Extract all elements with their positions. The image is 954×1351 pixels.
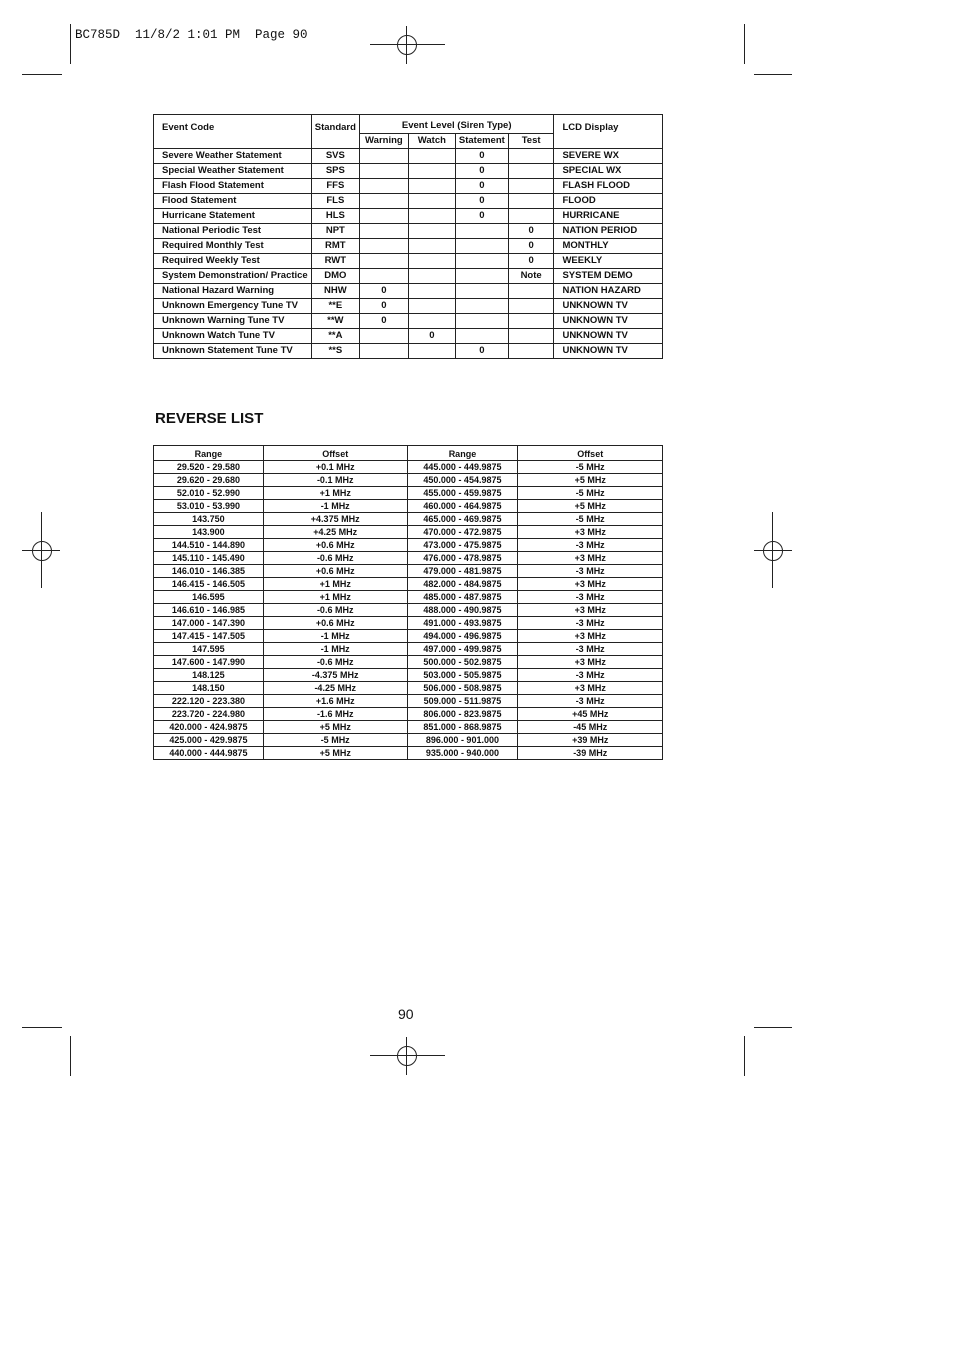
header-statement: Statement xyxy=(455,134,508,149)
table-row xyxy=(154,254,663,269)
crop-mark xyxy=(406,1037,407,1075)
cell-range: 482.000 - 484.9875 xyxy=(407,578,518,591)
cell-test xyxy=(508,299,554,314)
cell-offset: -3 MHz xyxy=(518,539,663,552)
cell-statement: 0 xyxy=(455,194,508,209)
cell-test xyxy=(508,179,554,194)
cell-statement: 0 xyxy=(455,179,508,194)
cell-range: 506.000 - 508.9875 xyxy=(407,682,518,695)
cell-watch xyxy=(408,299,455,314)
cell-range: 473.000 - 475.9875 xyxy=(407,539,518,552)
cell-lcd: NATION PERIOD xyxy=(554,224,663,239)
cell-watch xyxy=(408,179,455,194)
cell-warning: 0 xyxy=(359,284,408,299)
cell-offset: +5 MHz xyxy=(263,747,407,760)
registration-mark-icon xyxy=(397,1046,417,1066)
cell-offset: -0.6 MHz xyxy=(263,604,407,617)
cell-offset: +3 MHz xyxy=(518,604,663,617)
cell-offset: -3 MHz xyxy=(518,617,663,630)
cell-test xyxy=(508,314,554,329)
table-row xyxy=(154,630,663,643)
header-lcd-display: LCD Display xyxy=(554,115,663,149)
cell-range: 53.010 - 53.990 xyxy=(154,500,264,513)
cell-range: 147.595 xyxy=(154,643,264,656)
cell-offset: +4.25 MHz xyxy=(263,526,407,539)
crop-mark xyxy=(406,26,407,64)
header-event-code: Event Code xyxy=(154,115,312,149)
cell-std: **A xyxy=(311,329,359,344)
header-test: Test xyxy=(508,134,554,149)
cell-statement: 0 xyxy=(455,209,508,224)
table-row xyxy=(154,194,663,209)
table-row xyxy=(154,209,663,224)
table-row xyxy=(154,565,663,578)
cell-warning xyxy=(359,194,408,209)
cell-offset: +0.6 MHz xyxy=(263,539,407,552)
cell-lcd: WEEKLY xyxy=(554,254,663,269)
cell-name: System Demonstration/ Practice xyxy=(154,269,312,284)
cell-offset: +3 MHz xyxy=(518,682,663,695)
cell-test xyxy=(508,194,554,209)
cell-warning xyxy=(359,269,408,284)
cell-range: 494.000 - 496.9875 xyxy=(407,630,518,643)
cell-range: 148.150 xyxy=(154,682,264,695)
cell-std: FLS xyxy=(311,194,359,209)
cell-offset: +5 MHz xyxy=(518,500,663,513)
crop-mark xyxy=(754,1027,792,1028)
cell-test xyxy=(508,329,554,344)
crop-mark xyxy=(70,24,71,64)
table-row xyxy=(154,682,663,695)
cell-std: FFS xyxy=(311,179,359,194)
cell-range: 935.000 - 940.000 xyxy=(407,747,518,760)
cell-range: 425.000 - 429.9875 xyxy=(154,734,264,747)
crop-mark xyxy=(772,512,773,588)
cell-name: Severe Weather Statement xyxy=(154,149,312,164)
table-row xyxy=(154,539,663,552)
cell-offset: -5 MHz xyxy=(263,734,407,747)
cell-statement xyxy=(455,269,508,284)
cell-offset: -1 MHz xyxy=(263,643,407,656)
cell-range: 455.000 - 459.9875 xyxy=(407,487,518,500)
crop-mark xyxy=(744,1036,745,1076)
cell-std: HLS xyxy=(311,209,359,224)
registration-mark-icon xyxy=(32,541,52,561)
cell-name: Unknown Warning Tune TV xyxy=(154,314,312,329)
crop-mark xyxy=(754,550,792,551)
cell-warning xyxy=(359,179,408,194)
cell-warning xyxy=(359,329,408,344)
table-row xyxy=(154,643,663,656)
cell-std: DMO xyxy=(311,269,359,284)
cell-range: 145.110 - 145.490 xyxy=(154,552,264,565)
cell-range: 460.000 - 464.9875 xyxy=(407,500,518,513)
cell-offset: -0.6 MHz xyxy=(263,656,407,669)
cell-offset: +1.6 MHz xyxy=(263,695,407,708)
cell-range: 476.000 - 478.9875 xyxy=(407,552,518,565)
table-row xyxy=(154,329,663,344)
cell-lcd: UNKNOWN TV xyxy=(554,299,663,314)
cell-warning: 0 xyxy=(359,314,408,329)
table-row xyxy=(154,149,663,164)
cell-offset: -5 MHz xyxy=(518,513,663,526)
cell-std: **W xyxy=(311,314,359,329)
print-slug: BC785D 11/8/2 1:01 PM Page 90 xyxy=(75,28,308,42)
cell-watch xyxy=(408,194,455,209)
table-row xyxy=(154,656,663,669)
table-row xyxy=(154,474,663,487)
cell-offset: -0.1 MHz xyxy=(263,474,407,487)
cell-range: 470.000 - 472.9875 xyxy=(407,526,518,539)
cell-range: 445.000 - 449.9875 xyxy=(407,461,518,474)
cell-name: Unknown Emergency Tune TV xyxy=(154,299,312,314)
cell-range: 497.000 - 499.9875 xyxy=(407,643,518,656)
cell-lcd: UNKNOWN TV xyxy=(554,314,663,329)
reverse-list-table xyxy=(153,445,663,760)
event-code-table xyxy=(153,114,663,359)
cell-range: 147.600 - 147.990 xyxy=(154,656,264,669)
cell-name: Unknown Statement Tune TV xyxy=(154,344,312,359)
cell-name: Hurricane Statement xyxy=(154,209,312,224)
cell-offset: +0.6 MHz xyxy=(263,617,407,630)
cell-std: SPS xyxy=(311,164,359,179)
cell-range: 29.620 - 29.680 xyxy=(154,474,264,487)
cell-watch xyxy=(408,314,455,329)
cell-offset: -45 MHz xyxy=(518,721,663,734)
cell-range: 146.415 - 146.505 xyxy=(154,578,264,591)
cell-warning xyxy=(359,344,408,359)
header-range: Range xyxy=(154,446,264,461)
cell-test: 0 xyxy=(508,224,554,239)
cell-warning xyxy=(359,239,408,254)
table-row xyxy=(154,747,663,760)
cell-warning xyxy=(359,149,408,164)
cell-offset: -3 MHz xyxy=(518,695,663,708)
cell-offset: -3 MHz xyxy=(518,565,663,578)
table-row xyxy=(154,269,663,284)
table-row xyxy=(154,224,663,239)
table-row xyxy=(154,526,663,539)
cell-range: 500.000 - 502.9875 xyxy=(407,656,518,669)
cell-std: NPT xyxy=(311,224,359,239)
cell-range: 450.000 - 454.9875 xyxy=(407,474,518,487)
cell-statement: 0 xyxy=(455,164,508,179)
cell-lcd: HURRICANE xyxy=(554,209,663,224)
registration-mark-icon xyxy=(397,35,417,55)
cell-std: RWT xyxy=(311,254,359,269)
cell-name: Flash Flood Statement xyxy=(154,179,312,194)
crop-mark xyxy=(754,74,792,75)
cell-name: Special Weather Statement xyxy=(154,164,312,179)
cell-range: 52.010 - 52.990 xyxy=(154,487,264,500)
crop-mark xyxy=(744,24,745,64)
cell-watch: 0 xyxy=(408,329,455,344)
cell-watch xyxy=(408,239,455,254)
cell-test xyxy=(508,209,554,224)
cell-range: 29.520 - 29.580 xyxy=(154,461,264,474)
cell-range: 146.010 - 146.385 xyxy=(154,565,264,578)
cell-offset: -1.6 MHz xyxy=(263,708,407,721)
header-offset: Offset xyxy=(518,446,663,461)
table-row xyxy=(154,239,663,254)
cell-std: RMT xyxy=(311,239,359,254)
cell-offset: +3 MHz xyxy=(518,656,663,669)
cell-name: Required Weekly Test xyxy=(154,254,312,269)
cell-statement xyxy=(455,299,508,314)
registration-mark-icon xyxy=(763,541,783,561)
table-row xyxy=(154,344,663,359)
cell-lcd: NATION HAZARD xyxy=(554,284,663,299)
cell-std: SVS xyxy=(311,149,359,164)
table-row xyxy=(154,721,663,734)
cell-range: 485.000 - 487.9875 xyxy=(407,591,518,604)
cell-offset: -5 MHz xyxy=(518,461,663,474)
cell-offset: +3 MHz xyxy=(518,630,663,643)
cell-offset: +1 MHz xyxy=(263,578,407,591)
cell-watch xyxy=(408,149,455,164)
cell-watch xyxy=(408,284,455,299)
cell-offset: +0.6 MHz xyxy=(263,565,407,578)
table-row xyxy=(154,669,663,682)
table-row xyxy=(154,284,663,299)
cell-statement xyxy=(455,224,508,239)
cell-statement xyxy=(455,314,508,329)
table-row xyxy=(154,578,663,591)
cell-range: 146.610 - 146.985 xyxy=(154,604,264,617)
cell-watch xyxy=(408,224,455,239)
table-row xyxy=(154,591,663,604)
cell-offset: -0.6 MHz xyxy=(263,552,407,565)
cell-offset: -4.375 MHz xyxy=(263,669,407,682)
cell-statement xyxy=(455,284,508,299)
cell-range: 479.000 - 481.9875 xyxy=(407,565,518,578)
cell-name: Unknown Watch Tune TV xyxy=(154,329,312,344)
cell-range: 491.000 - 493.9875 xyxy=(407,617,518,630)
cell-offset: +1 MHz xyxy=(263,487,407,500)
cell-offset: -3 MHz xyxy=(518,669,663,682)
cell-offset: -1 MHz xyxy=(263,500,407,513)
cell-watch xyxy=(408,209,455,224)
table-row xyxy=(154,461,663,474)
cell-watch xyxy=(408,269,455,284)
table-row xyxy=(154,734,663,747)
cell-range: 465.000 - 469.9875 xyxy=(407,513,518,526)
crop-mark xyxy=(41,512,42,588)
table-row xyxy=(154,487,663,500)
cell-name: National Hazard Warning xyxy=(154,284,312,299)
cell-name: National Periodic Test xyxy=(154,224,312,239)
table-row xyxy=(154,500,663,513)
cell-lcd: SYSTEM DEMO xyxy=(554,269,663,284)
cell-offset: +3 MHz xyxy=(518,552,663,565)
cell-offset: -3 MHz xyxy=(518,643,663,656)
cell-std: **S xyxy=(311,344,359,359)
cell-watch xyxy=(408,164,455,179)
cell-range: 144.510 - 144.890 xyxy=(154,539,264,552)
table-row xyxy=(154,299,663,314)
cell-range: 503.000 - 505.9875 xyxy=(407,669,518,682)
cell-std: **E xyxy=(311,299,359,314)
cell-test xyxy=(508,284,554,299)
header-warning: Warning xyxy=(359,134,408,149)
cell-offset: -4.25 MHz xyxy=(263,682,407,695)
cell-offset: +3 MHz xyxy=(518,578,663,591)
header-offset: Offset xyxy=(263,446,407,461)
cell-range: 223.720 - 224.980 xyxy=(154,708,264,721)
header-event-level: Event Level (Siren Type) xyxy=(359,115,554,134)
page-number: 90 xyxy=(398,1006,414,1022)
reverse-list-heading: REVERSE LIST xyxy=(155,410,264,427)
cell-test: 0 xyxy=(508,239,554,254)
cell-watch xyxy=(408,254,455,269)
crop-mark xyxy=(22,74,62,75)
cell-offset: +45 MHz xyxy=(518,708,663,721)
cell-range: 896.000 - 901.000 xyxy=(407,734,518,747)
cell-lcd: SEVERE WX xyxy=(554,149,663,164)
cell-warning xyxy=(359,224,408,239)
cell-offset: +3 MHz xyxy=(518,526,663,539)
cell-offset: +4.375 MHz xyxy=(263,513,407,526)
cell-statement xyxy=(455,329,508,344)
cell-range: 851.000 - 868.9875 xyxy=(407,721,518,734)
table-row xyxy=(154,604,663,617)
cell-offset: -3 MHz xyxy=(518,591,663,604)
cell-warning xyxy=(359,209,408,224)
cell-name: Required Monthly Test xyxy=(154,239,312,254)
cell-lcd: SPECIAL WX xyxy=(554,164,663,179)
cell-offset: -39 MHz xyxy=(518,747,663,760)
cell-lcd: UNKNOWN TV xyxy=(554,344,663,359)
cell-statement xyxy=(455,254,508,269)
cell-range: 143.750 xyxy=(154,513,264,526)
cell-statement xyxy=(455,239,508,254)
cell-offset: -5 MHz xyxy=(518,487,663,500)
crop-mark xyxy=(370,44,445,45)
cell-range: 440.000 - 444.9875 xyxy=(154,747,264,760)
cell-std: NHW xyxy=(311,284,359,299)
cell-range: 806.000 - 823.9875 xyxy=(407,708,518,721)
cell-range: 509.000 - 511.9875 xyxy=(407,695,518,708)
crop-mark xyxy=(22,1027,62,1028)
cell-offset: +5 MHz xyxy=(263,721,407,734)
cell-statement: 0 xyxy=(455,344,508,359)
cell-warning xyxy=(359,164,408,179)
table-row xyxy=(154,513,663,526)
cell-test xyxy=(508,149,554,164)
cell-range: 222.120 - 223.380 xyxy=(154,695,264,708)
table-row xyxy=(154,314,663,329)
cell-test xyxy=(508,164,554,179)
cell-lcd: MONTHLY xyxy=(554,239,663,254)
crop-mark xyxy=(70,1036,71,1076)
cell-offset: +5 MHz xyxy=(518,474,663,487)
cell-name: Flood Statement xyxy=(154,194,312,209)
cell-test xyxy=(508,344,554,359)
cell-offset: +39 MHz xyxy=(518,734,663,747)
cell-watch xyxy=(408,344,455,359)
table-row xyxy=(154,708,663,721)
cell-lcd: FLOOD xyxy=(554,194,663,209)
cell-offset: +1 MHz xyxy=(263,591,407,604)
cell-range: 146.595 xyxy=(154,591,264,604)
crop-mark xyxy=(370,1055,445,1056)
cell-lcd: FLASH FLOOD xyxy=(554,179,663,194)
table-row xyxy=(154,552,663,565)
cell-range: 147.000 - 147.390 xyxy=(154,617,264,630)
cell-warning: 0 xyxy=(359,299,408,314)
cell-offset: +0.1 MHz xyxy=(263,461,407,474)
cell-lcd: UNKNOWN TV xyxy=(554,329,663,344)
cell-range: 148.125 xyxy=(154,669,264,682)
cell-warning xyxy=(359,254,408,269)
table-row xyxy=(154,695,663,708)
table-row xyxy=(154,179,663,194)
cell-range: 143.900 xyxy=(154,526,264,539)
table-row xyxy=(154,164,663,179)
cell-offset: -1 MHz xyxy=(263,630,407,643)
cell-range: 147.415 - 147.505 xyxy=(154,630,264,643)
header-standard: Standard xyxy=(311,115,359,149)
cell-test: Note xyxy=(508,269,554,284)
header-range: Range xyxy=(407,446,518,461)
cell-range: 488.000 - 490.9875 xyxy=(407,604,518,617)
table-row xyxy=(154,617,663,630)
header-watch: Watch xyxy=(408,134,455,149)
cell-statement: 0 xyxy=(455,149,508,164)
cell-range: 420.000 - 424.9875 xyxy=(154,721,264,734)
cell-test: 0 xyxy=(508,254,554,269)
